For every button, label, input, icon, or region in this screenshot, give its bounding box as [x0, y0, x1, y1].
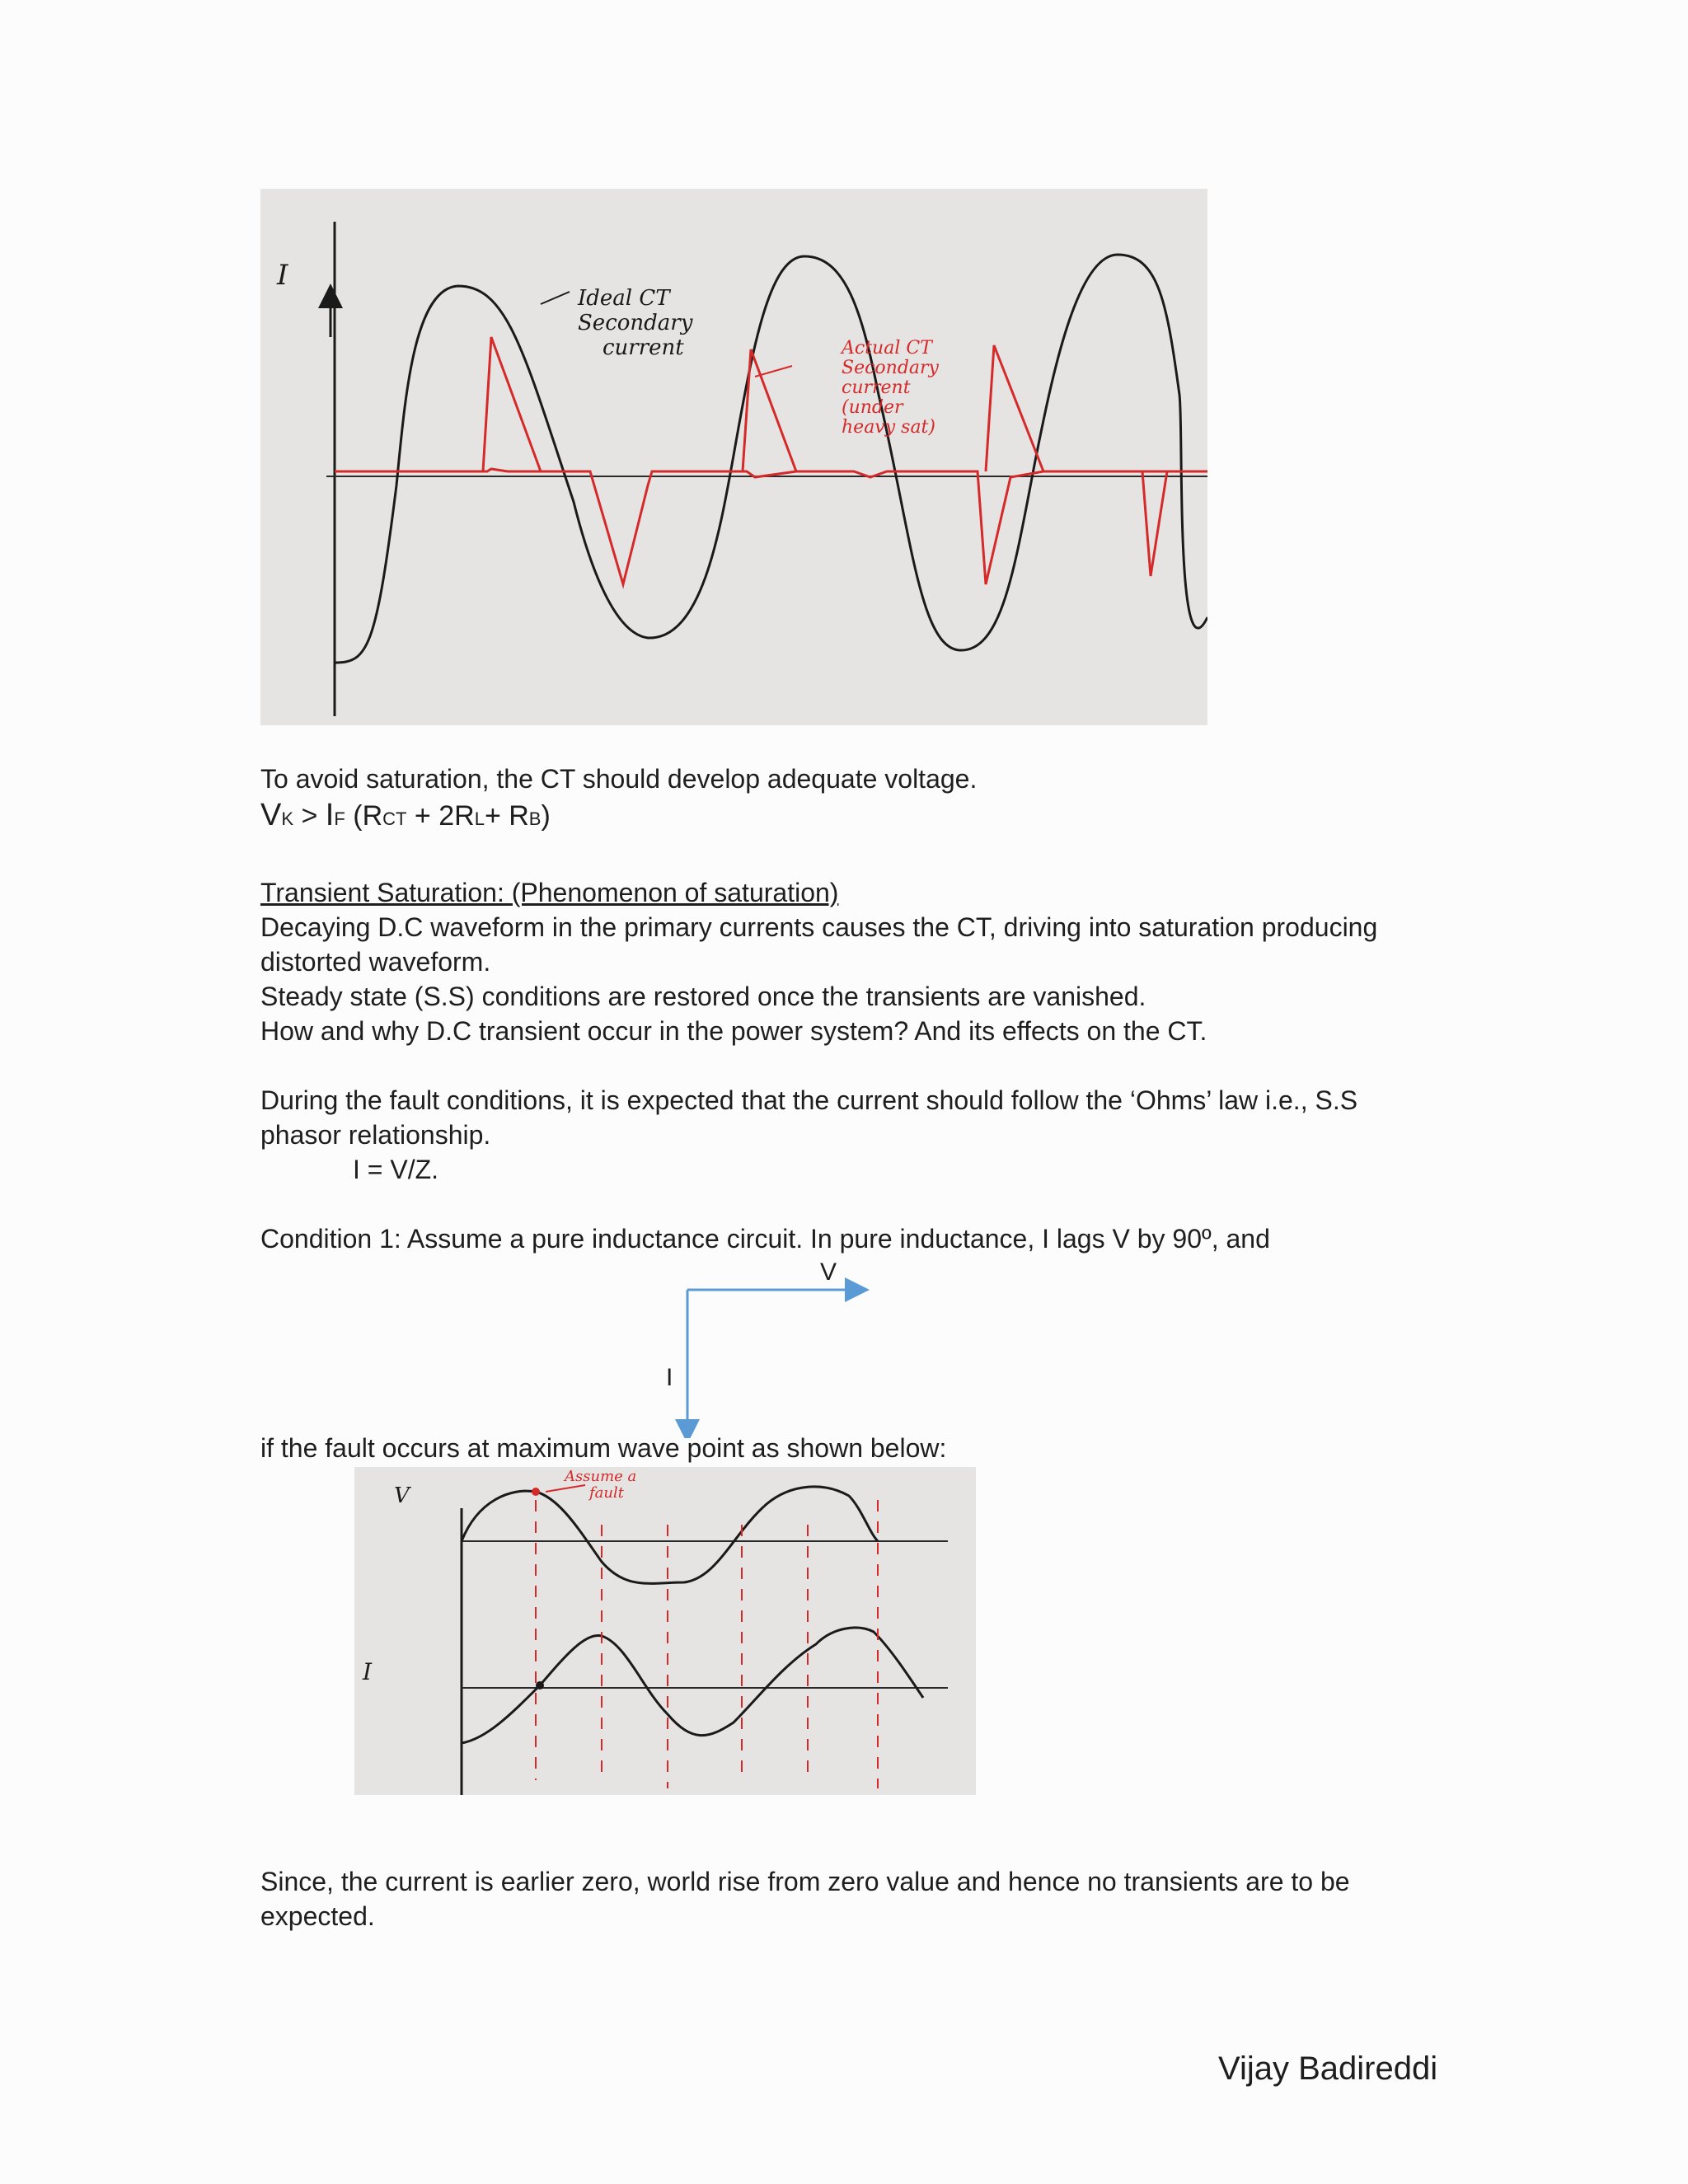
- i-axis-label: I: [363, 1658, 373, 1685]
- conclusion-b: expected.: [260, 1901, 375, 1931]
- paragraph-2: Steady state (S.S) conditions are restored once the transients are vanished.: [260, 982, 1146, 1011]
- phasor-arrows: [643, 1257, 890, 1438]
- condition-1: Condition 1: Assume a pure inductance circuit. In pure inductance, I lags V by 90º, and: [260, 1224, 1270, 1254]
- ideal-ct-waveform: [335, 255, 1207, 663]
- ohms-law-equation: I = V/Z.: [353, 1155, 439, 1184]
- ct-saturation-photo: [260, 189, 1207, 725]
- paragraph-4a: During the fault conditions, it is expected that the current should follow the ‘Ohms’ law i.e., S.S: [260, 1085, 1358, 1115]
- actual-ct-peak-1: [483, 337, 541, 471]
- knee-voltage-formula: VK > IF (RCT + 2RL+ RB): [260, 798, 551, 832]
- fault-guide-lines: [536, 1500, 878, 1788]
- paragraph-4b: phasor relationship.: [260, 1120, 491, 1150]
- actual-ct-label: Actual CT Secondary current (under heavy sat): [842, 338, 939, 438]
- fault-line: if the fault occurs at maximum wave point as shown below:: [260, 1433, 947, 1463]
- fault-annotation: Assume a fault: [565, 1468, 637, 1502]
- fault-point-marker: [532, 1488, 540, 1496]
- current-waveform: [462, 1628, 923, 1743]
- ct-waveform-sketch: [260, 189, 1207, 725]
- actual-pointer-arrow: [755, 366, 792, 377]
- y-axis-label: I: [277, 259, 288, 292]
- saturation-sentence: To avoid saturation, the CT should develop adequate voltage.: [260, 764, 978, 794]
- current-zero-marker: [536, 1681, 544, 1690]
- ideal-ct-label: Ideal CT Secondary current: [578, 286, 693, 360]
- actual-ct-dip-3: [1142, 471, 1167, 576]
- paragraph-3: How and why D.C transient occur in the power system? And its effects on the CT.: [260, 1016, 1207, 1046]
- phasor-diagram: [643, 1257, 890, 1438]
- i-phasor-label: I: [666, 1364, 673, 1391]
- paragraph-1b: distorted waveform.: [260, 947, 491, 977]
- fault-waveform-photo: [354, 1467, 976, 1795]
- ideal-pointer-arrow: [541, 292, 570, 304]
- author-footer: Vijay Badireddi: [1218, 2050, 1438, 2087]
- paragraph-1a: Decaying D.C waveform in the primary currents causes the CT, driving into saturation producing: [260, 912, 1378, 942]
- v-phasor-label: V: [820, 1258, 837, 1286]
- voltage-waveform: [462, 1487, 878, 1583]
- fault-waveform-sketch: [354, 1467, 976, 1795]
- conclusion-a: Since, the current is earlier zero, world rise from zero value and hence no transients are to be: [260, 1867, 1350, 1896]
- actual-ct-waveform: [335, 469, 1207, 584]
- v-axis-label: V: [394, 1483, 410, 1508]
- actual-ct-peak-3: [986, 345, 1043, 471]
- section-heading: Transient Saturation: (Phenomenon of saturation): [260, 878, 839, 907]
